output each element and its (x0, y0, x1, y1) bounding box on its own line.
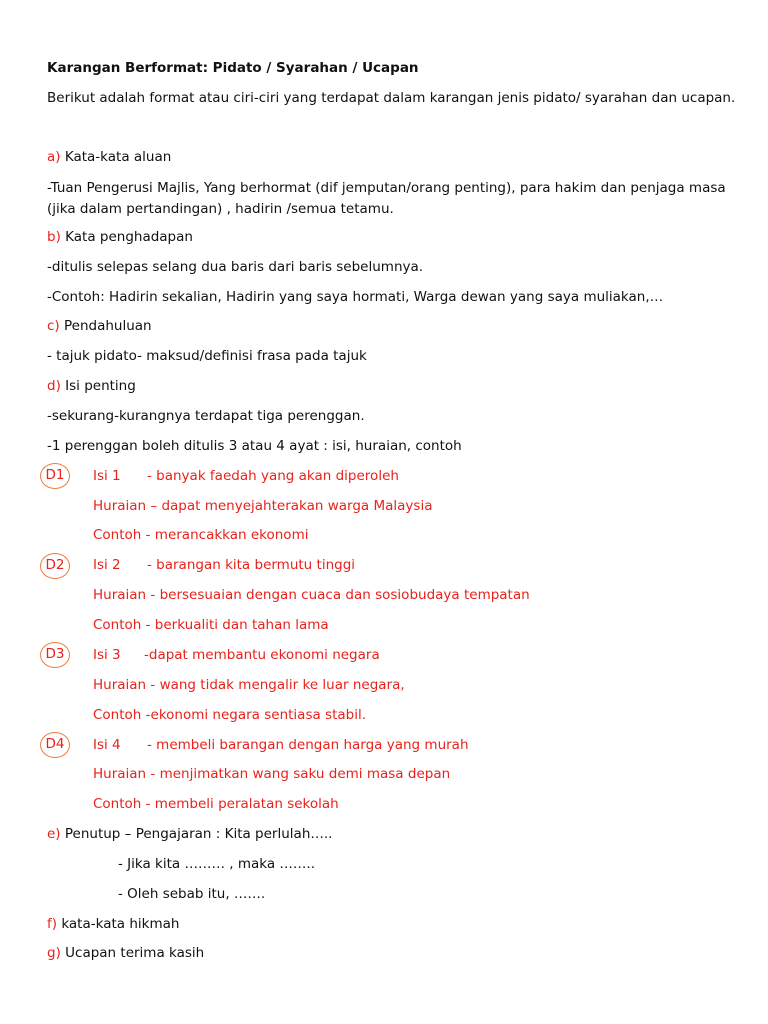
section-c-marker: c) (47, 318, 60, 334)
point-4-huraian: Huraian - menjimatkan wang saku demi masa depan (93, 766, 451, 782)
section-d-marker: d) (47, 378, 61, 394)
section-a-label: Kata-kata aluan (64, 149, 172, 165)
section-a-heading (47, 150, 171, 166)
point-4-isi-text: - membeli barangan dengan harga yang murah (147, 737, 469, 753)
point-2-isi-text: - barangan kita bermutu tinggi (147, 557, 356, 573)
section-c-heading (47, 319, 152, 335)
section-a-text: -Tuan Pengerusi Majlis, Yang berhormat (dif jemputan/orang penting), para hakim dan penjaga masa (jika dalam pertandingan) , hadirin /semua tetamu. (47, 180, 726, 217)
point-2-contoh: Contoh - berkualiti dan tahan lama (93, 617, 329, 633)
section-d-heading (47, 379, 136, 395)
section-b-label: Kata penghadapan (65, 229, 193, 245)
section-e-sub-2: - Oleh sebab itu, ……. (118, 886, 266, 902)
point-badge-d1: D1 (40, 463, 70, 489)
point-2-isi-label: Isi 2 (93, 557, 121, 573)
section-g-heading (47, 946, 204, 962)
point-1-contoh: Contoh - merancakkan ekonomi (93, 527, 309, 543)
section-d-label: Isi penting (65, 378, 136, 394)
point-badge-d4: D4 (40, 732, 70, 758)
section-c-text: - tajuk pidato- maksud/definisi frasa pada tajuk (47, 348, 367, 364)
point-1-isi-text: - banyak faedah yang akan diperoleh (147, 468, 399, 484)
section-a-marker: a) (47, 149, 61, 165)
point-badge-d3: D3 (40, 642, 70, 668)
section-d-text-2: -1 perenggan boleh ditulis 3 atau 4 ayat : isi, huraian, contoh (47, 438, 462, 454)
intro-paragraph: Berikut adalah format atau ciri-ciri yang terdapat dalam karangan jenis pidato/ syarahan dan ucapan. (47, 90, 736, 106)
point-4-contoh: Contoh - membeli peralatan sekolah (93, 796, 339, 812)
section-e-sub-1: - Jika kita ……… , maka …….. (118, 856, 315, 872)
point-3-isi-text: -dapat membantu ekonomi negara (144, 647, 380, 663)
section-f-heading (47, 917, 179, 933)
point-3-huraian: Huraian - wang tidak mengalir ke luar negara, (93, 677, 405, 693)
section-f-marker: f) (47, 916, 58, 932)
point-1-huraian: Huraian – dapat menyejahterakan warga Malaysia (93, 498, 433, 514)
point-4-isi-label: Isi 4 (93, 737, 121, 753)
section-g-marker: g) (47, 945, 61, 961)
point-3-contoh: Contoh -ekonomi negara sentiasa stabil. (93, 707, 367, 723)
point-1-isi-label: Isi 1 (93, 468, 121, 484)
section-b-marker: b) (47, 229, 61, 245)
point-badge-d2: D2 (40, 553, 70, 579)
section-b-heading (47, 230, 193, 246)
point-2-huraian: Huraian - bersesuaian dengan cuaca dan sosiobudaya tempatan (93, 587, 530, 603)
point-3-isi-label: Isi 3 (93, 647, 121, 663)
section-e-heading (47, 827, 332, 843)
section-g-label: Ucapan terima kasih (65, 945, 205, 961)
section-c-label: Pendahuluan (64, 318, 152, 334)
section-e-label: Penutup – Pengajaran : Kita perlulah….. (64, 826, 333, 842)
section-d-text-1: -sekurang-kurangnya terdapat tiga perenggan. (47, 408, 365, 424)
section-b-text-2: -Contoh: Hadirin sekalian, Hadirin yang saya hormati, Warga dewan yang saya muliakan,… (47, 289, 664, 305)
section-f-label: kata-kata hikmah (61, 916, 180, 932)
document-title: Karangan Berformat: Pidato / Syarahan / Ucapan (47, 60, 419, 76)
section-b-text-1: -ditulis selepas selang dua baris dari baris sebelumnya. (47, 259, 424, 275)
section-e-marker: e) (47, 826, 61, 842)
